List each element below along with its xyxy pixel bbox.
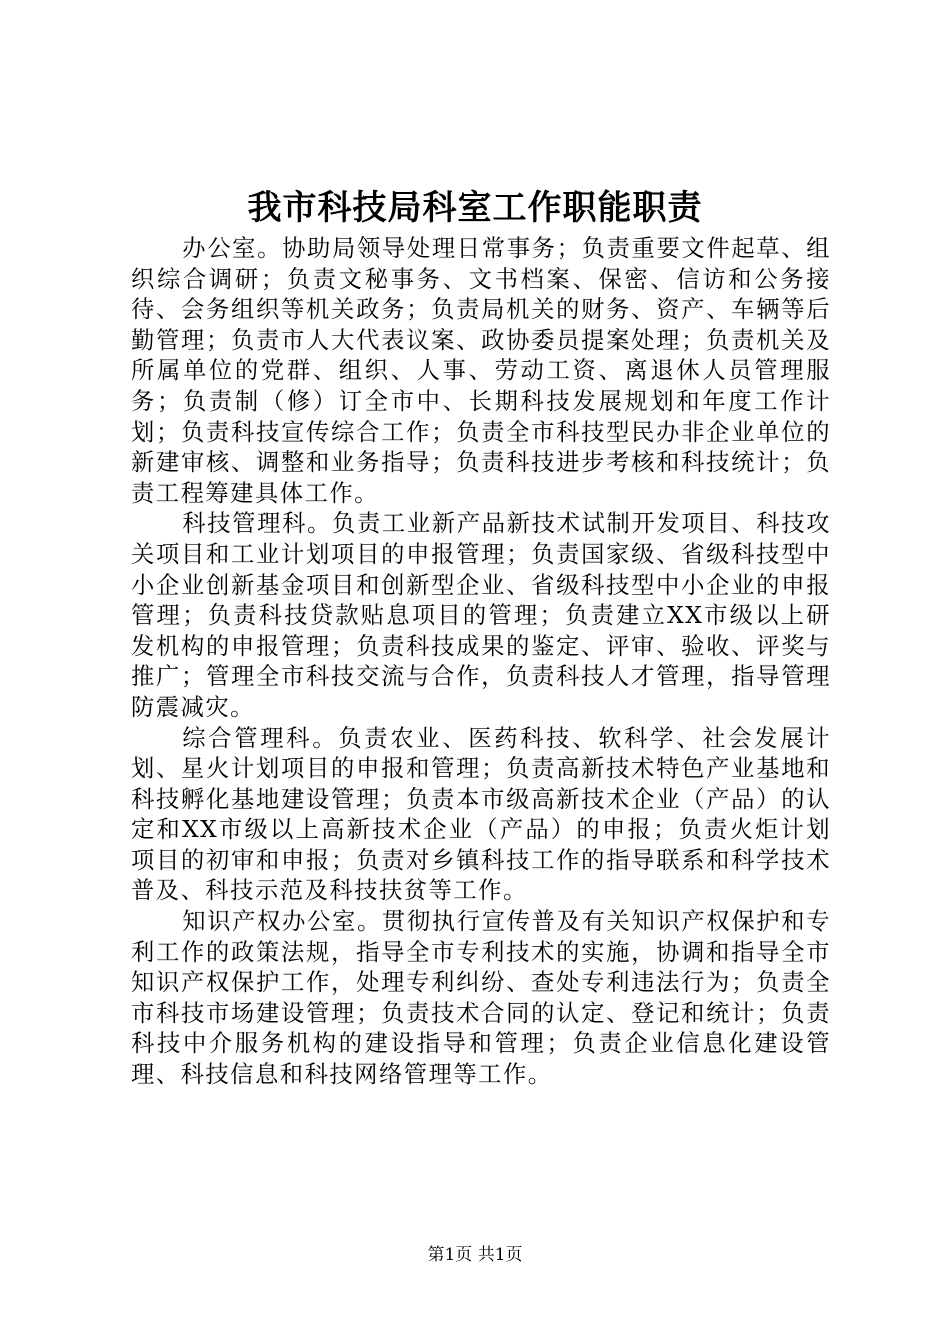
- paragraph-tech-management: 科技管理科。负责工业新产品新技术试制开发项目、科技攻关项目和工业计划项目的申报管理；负责国家级、省级科技型中小企业创新基金项目和创新型企业、省级科技型中小企业的申报管理；负责科技贷款贴息项目的管理；负责建立XX市级以上研发机构的申报管理；负责科技成果的鉴定、评审、验收、评奖与推广；管理全市科技交流与合作，负责科技人才管理，指导管理防震减灾。: [131, 510, 831, 721]
- paragraph-office: 办公室。协助局领导处理日常事务；负责重要文件起草、组织综合调研；负责文秘事务、文书档案、保密、信访和公务接待、会务组织等机关政务；负责局机关的财务、资产、车辆等后勤管理；负责市人大代表议案、政协委员提案处理；负责机关及所属单位的党群、组织、人事、劳动工资、离退休人员管理服务；负责制（修）订全市中、长期科技发展规划和年度工作计划；负责科技宣传综合工作；负责全市科技型民办非企业单位的新建审核、调整和业务指导；负责科技进步考核和科技统计；负责工程筹建具体工作。: [131, 235, 831, 507]
- document-title: 我市科技局科室工作职能职责: [247, 188, 703, 228]
- paragraph-general-management: 综合管理科。负责农业、医药科技、软科学、社会发展计划、星火计划项目的申报和管理；负责高新技术特色产业基地和科技孵化基地建设管理；负责本市级高新技术企业（产品）的认定和XX市级以上高新技术企业（产品）的申报；负责火炬计划项目的初审和申报；负责对乡镇科技工作的指导联系和科学技术普及、科技示范及科技扶贫等工作。: [131, 724, 831, 905]
- document-body: [131, 234, 831, 1091]
- paragraph-ip-office: 知识产权办公室。贯彻执行宣传普及有关知识产权保护和专利工作的政策法规，指导全市专利技术的实施，协调和指导全市知识产权保护工作，处理专利纠纷、查处专利违法行为；负责全市科技市场建设管理；负责技术合同的认定、登记和统计；负责科技中介服务机构的建设指导和管理；负责企业信息化建设管理、科技信息和科技网络管理等工作。: [131, 908, 831, 1089]
- page-number-footer: 第1页 共1页: [427, 1245, 523, 1265]
